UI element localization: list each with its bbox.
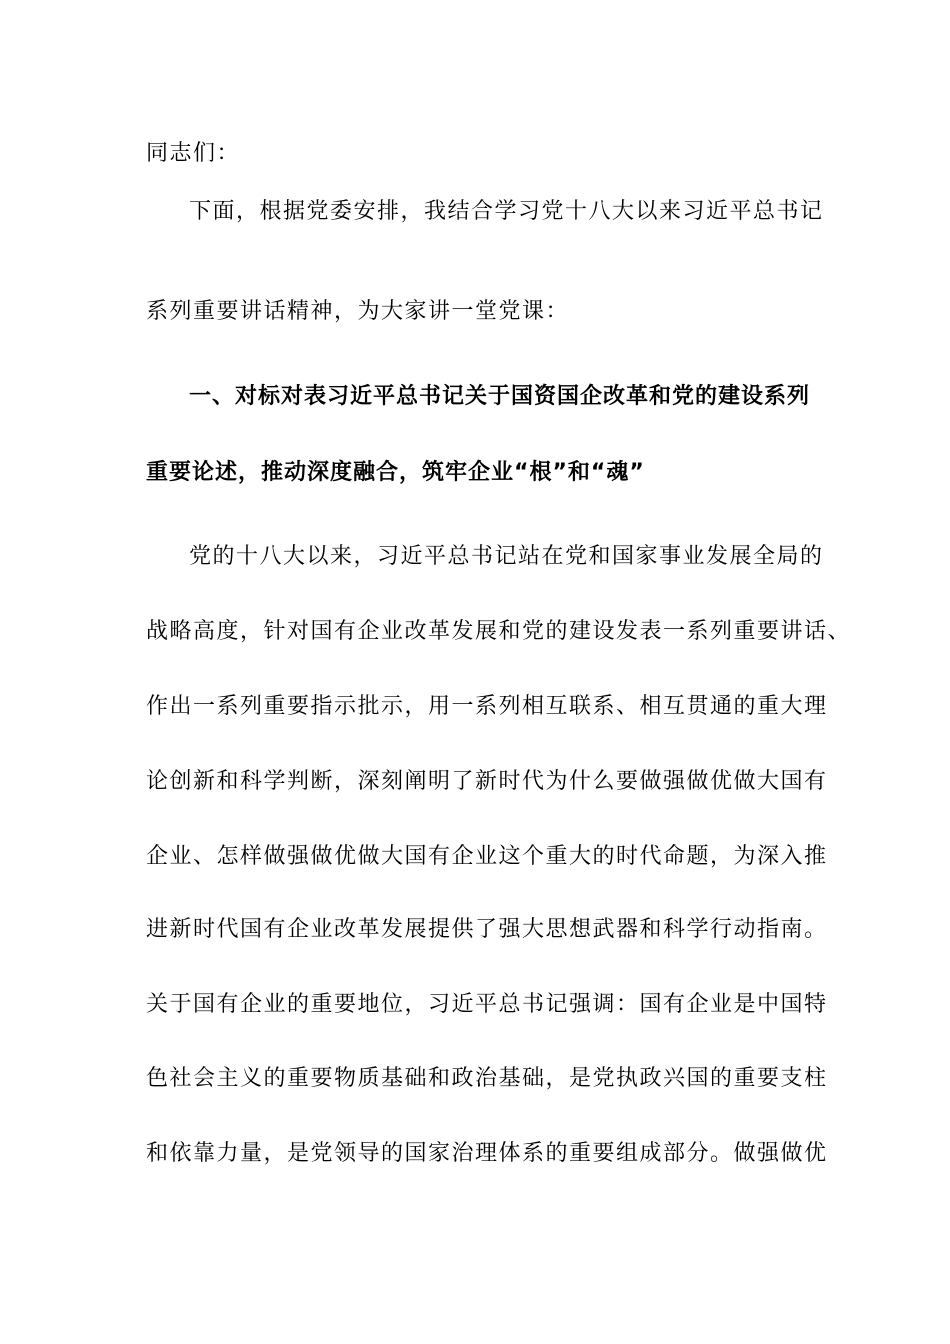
- salutation: 同志们：: [146, 141, 241, 166]
- paragraph-line: 进新时代国有企业改革发展提供了强大思想武器和科学行动指南。: [146, 917, 828, 942]
- paragraph-line: 战略高度，针对国有企业改革发展和党的建设发表一系列重要讲话、: [146, 619, 852, 644]
- paragraph-line: 党的十八大以来，习近平总书记站在党和国家事业发展全局的: [189, 544, 824, 569]
- paragraph-line: 色社会主义的重要物质基础和政治基础，是党执政兴国的重要支柱: [146, 1066, 828, 1091]
- paragraph-line: 系列重要讲话精神，为大家讲一堂党课：: [146, 299, 570, 324]
- paragraph-line: 关于国有企业的重要地位，习近平总书记强调：国有企业是中国特: [146, 992, 828, 1017]
- paragraph-line: 作出一系列重要指示批示，用一系列相互联系、相互贯通的重大理: [146, 694, 828, 719]
- section-heading: 重要论述，推动深度融合，筑牢企业“根”和“魂”: [146, 460, 645, 485]
- paragraph-line: 企业、怎样做强做优做大国有企业这个重大的时代命题，为深入推: [146, 844, 828, 869]
- section-heading: 一、对标对表习近平总书记关于国资国企改革和党的建设系列: [189, 384, 811, 409]
- paragraph-line: 下面，根据党委安排，我结合学习党十八大以来习近平总书记: [189, 199, 824, 224]
- paragraph-line: 和依靠力量，是党领导的国家治理体系的重要组成部分。做强做优: [146, 1141, 828, 1166]
- paragraph-line: 论创新和科学判断，深刻阐明了新时代为什么要做强做优做大国有: [146, 769, 828, 794]
